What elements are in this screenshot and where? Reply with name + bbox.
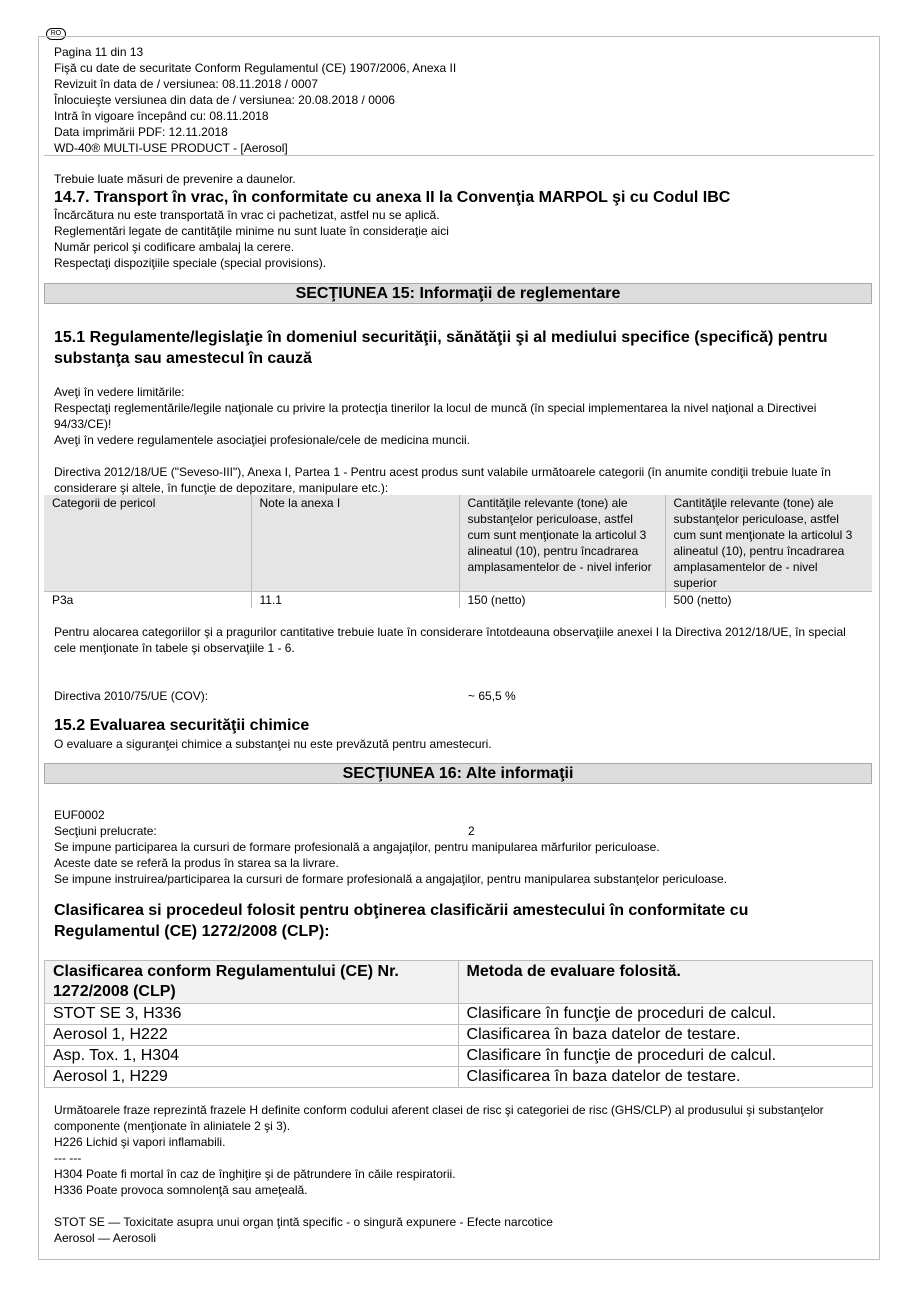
h-phrase: H226 Lichid şi vapori inflamabili.: [54, 1135, 226, 1149]
clp-cell-method: Clasificarea în baza datelor de testare.: [458, 1067, 872, 1088]
text-line: Se impune participarea la cursuri de formare profesională a angajaţilor, pentru manipularea mărfurilor periculoase.: [54, 840, 660, 854]
section-15-2-text: O evaluare a siguranţei chimice a substanţei nu este prevăzută pentru amestecuri.: [54, 737, 492, 751]
h-phrases-intro: Următoarele fraze reprezintă frazele H definite conform codului aferent clasei de risc şi categoriei de risc (GHS/CLP) al produsului şi substanţelor componente (menţionate în aliniatele 2 şi 3).: [54, 1103, 824, 1133]
table-row: [45, 1025, 873, 1046]
section-14-7-title: 14.7. Transport în vrac, în conformitate cu anexa II la Convenţia MARPOL şi cu Codul IBC: [54, 189, 731, 206]
section-15-1-title: 15.1 Regulamente/legislaţie în domeniul securităţii, sănătăţii şi al mediului specifice (specifică) pentru substanţa sau amestecul în cauză: [54, 329, 828, 367]
header-divider: [44, 155, 874, 156]
header-sds-title: Fişă cu date de securitate Conform Regulamentul (CE) 1907/2006, Anexa II: [54, 61, 457, 75]
seveso-col-lower-tier: Cantităţile relevante (tone) ale substanţelor periculoase, astfel cum sunt menţionate la articolul 3 alineatul (10), pentru încadrarea amplasamentelor de - nivel inferior: [459, 495, 665, 592]
text-line: Respectaţi reglementările/legile naţionale cu privire la protecţia tinerilor la locul de muncă (în special implementarea la nivel naţional a Directivei 94/33/CE)!: [54, 401, 817, 431]
seveso-cell-upper: 500 (netto): [665, 592, 872, 609]
sections-revised-label: Secţiuni prelucrate:: [54, 824, 157, 838]
seveso-cell-lower: 150 (netto): [459, 592, 665, 609]
section-16-notes: [54, 839, 866, 887]
seveso-col-hazard-category: Categorii de pericol: [44, 495, 251, 592]
cov-label: Directiva 2010/75/UE (COV):: [54, 689, 209, 703]
seveso-table: [44, 495, 872, 608]
ro-country-badge: RO: [46, 28, 66, 40]
seveso-note: Pentru alocarea categoriilor şi a pragurilor cantitative trebuie luate în considerare întotdeauna observaţiile anexei I la Directiva 2012/18/UE, în special cele menţionate în tabele şi observaţiile 1 - 6.: [54, 625, 846, 655]
header-page-number: Pagina 11 din 13: [54, 45, 144, 59]
table-row: [45, 1004, 873, 1025]
section-15-2-title: 15.2 Evaluarea securităţii chimice: [54, 717, 310, 734]
document-code: EUF0002: [54, 808, 105, 822]
h-phrase: H336 Poate provoca somnolenţă sau ameţeală.: [54, 1183, 308, 1197]
abbreviations: [54, 1214, 866, 1246]
clp-cell-classification: STOT SE 3, H336: [45, 1004, 459, 1025]
clp-table: [44, 960, 873, 1088]
clp-cell-method: Clasificare în funcţie de proceduri de calcul.: [458, 1004, 872, 1025]
clp-col-classification: Clasificarea conform Regulamentului (CE) Nr. 1272/2008 (CLP): [45, 961, 459, 1004]
seveso-cell-note: 11.1: [251, 592, 459, 609]
h-phrase: H304 Poate fi mortal în caz de înghiţire şi de pătrundere în căile respiratorii.: [54, 1167, 456, 1181]
limitations-block: [54, 384, 866, 448]
abbreviation-line: STOT SE — Toxicitate asupra unui organ ţintă specific - o singură expunere - Efecte narcotice: [54, 1215, 553, 1229]
table-row: [44, 592, 872, 609]
clp-cell-method: Clasificarea în baza datelor de testare.: [458, 1025, 872, 1046]
text-line: Reglementări legate de cantităţile minime nu sunt luate în consideraţie aici: [54, 224, 449, 238]
seveso-col-upper-tier: Cantităţile relevante (tone) ale substanţelor periculoase, astfel cum sunt menţionate la articolul 3 alineatul (10), pentru încadrarea amplasamentelor de - nivel superior: [665, 495, 872, 592]
cov-value: ~ 65,5 %: [468, 689, 516, 703]
seveso-intro: Directiva 2012/18/UE ("Seveso-III"), Anexa I, Partea 1 - Pentru acest produs sunt valabile următoarele categorii (în anumite condiţii trebuie luate în considerare şi altele, în funcţie de depozitare, manipulare etc.):: [54, 465, 831, 495]
clp-col-method: Metoda de evaluare folosită.: [458, 961, 872, 1004]
header-print-date: Data imprimării PDF: 12.11.2018: [54, 125, 228, 139]
header-effective-date: Intră în vigoare începând cu: 08.11.2018: [54, 109, 269, 123]
clp-classification-title: Clasificarea si procedeul folosit pentru obţinerea clasificării amestecului în conformitate cu Regulamentul (CE) 1272/2008 (CLP):: [54, 902, 749, 940]
header-product-name: WD-40® MULTI-USE PRODUCT - [Aerosol]: [54, 141, 288, 155]
seveso-col-annex-notes: Note la anexa I: [251, 495, 459, 592]
text-line: Se impune instruirea/participarea la cursuri de formare profesională a angajaţilor, pentru manipularea substanţelor periculoase.: [54, 872, 728, 886]
text-line: Încărcătura nu este transportată în vrac ci pachetizat, astfel nu se aplică.: [54, 208, 440, 222]
abbreviation-line: Aerosol — Aerosoli: [54, 1231, 157, 1245]
section-16-header: SECŢIUNEA 16: Alte informaţii: [44, 763, 872, 784]
clp-cell-classification: Asp. Tox. 1, H304: [45, 1046, 459, 1067]
clp-cell-classification: Aerosol 1, H222: [45, 1025, 459, 1046]
text-line: Aveţi în vedere regulamentele asociaţiei profesionale/cele de medicina muncii.: [54, 433, 471, 447]
document-header: [54, 44, 456, 156]
header-replaces: Înlocuieşte versiunea din data de / versiunea: 20.08.2018 / 0006: [54, 93, 395, 107]
text-line: Aceste date se referă la produs în starea sa la livrare.: [54, 856, 339, 870]
table-row: [45, 1067, 873, 1088]
seveso-table-header: [44, 495, 872, 592]
clp-cell-classification: Aerosol 1, H229: [45, 1067, 459, 1088]
clp-cell-method: Clasificare în funcţie de proceduri de calcul.: [458, 1046, 872, 1067]
h-phrase-separator: --- ---: [54, 1151, 82, 1165]
text-line: Respectaţi dispoziţiile speciale (special provisions).: [54, 256, 327, 270]
text-line: Număr pericol şi codificare ambalaj la cerere.: [54, 240, 295, 254]
section-14-7-body: [54, 207, 864, 271]
seveso-cell-category: P3a: [44, 592, 251, 609]
section-15-header: SECŢIUNEA 15: Informaţii de reglementare: [44, 283, 872, 304]
table-row: [45, 1046, 873, 1067]
header-revision: Revizuit în data de / versiunea: 08.11.2018 / 0007: [54, 77, 318, 91]
clp-table-header: [45, 961, 873, 1004]
intro-line: Trebuie luate măsuri de prevenire a daunelor.: [54, 172, 296, 186]
sections-revised-value: 2: [468, 824, 475, 838]
text-line: Aveţi în vedere limitările:: [54, 385, 185, 399]
h-phrases-list: [54, 1134, 866, 1198]
